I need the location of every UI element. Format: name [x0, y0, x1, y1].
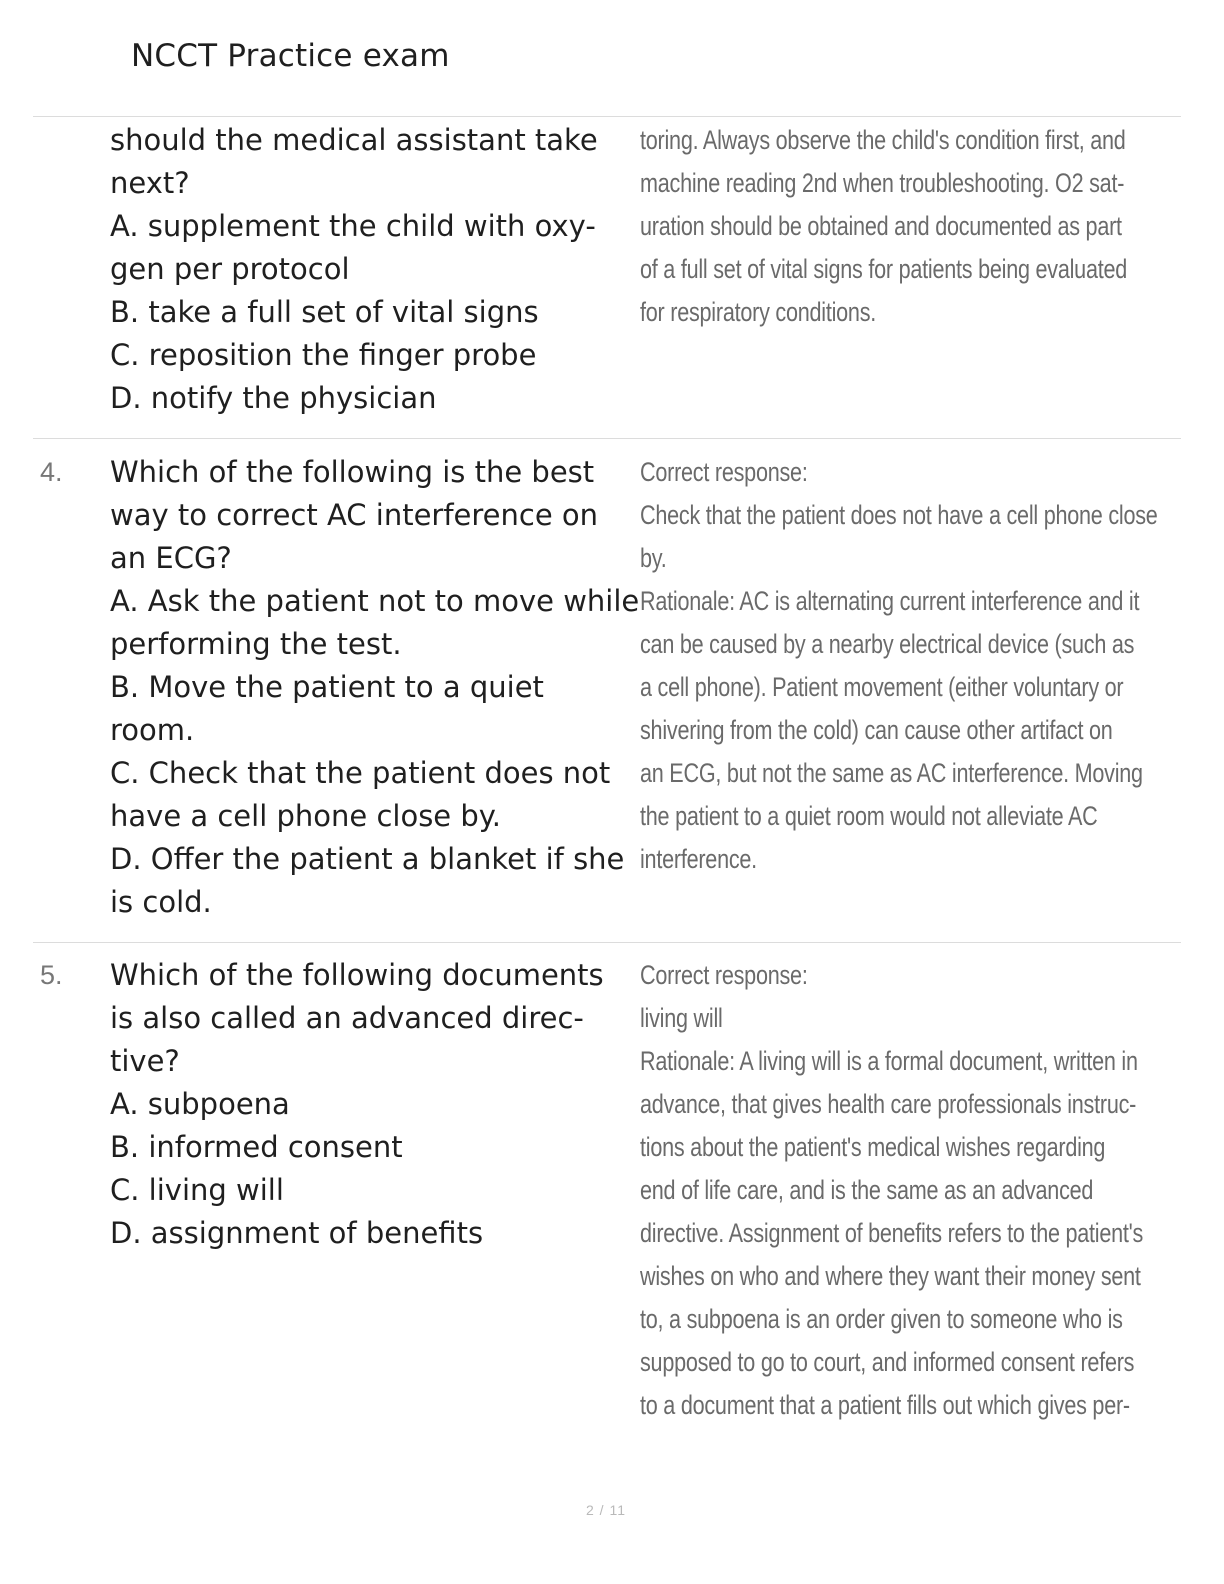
answer-line: toring. Always observe the child's condition first, and — [640, 125, 1126, 155]
option-b: B. Move the patient to a quiet — [110, 670, 544, 704]
rationale-line: Rationale: A living will is a formal document, written in — [640, 1046, 1138, 1076]
rationale-line: can be caused by a nearby electrical device (such as — [640, 629, 1135, 659]
question-number: 4. — [40, 457, 63, 487]
option-b: B. informed consent — [110, 1130, 403, 1164]
option-d: D. notify the physician — [110, 381, 437, 415]
correct-response-label: Correct response: — [640, 457, 808, 487]
divider — [33, 438, 1181, 439]
option-a: A. supplement the child with oxy- — [110, 209, 596, 243]
option-a: A. Ask the patient not to move while — [110, 584, 640, 618]
correct-response-label: Correct response: — [640, 960, 808, 990]
rationale-line: shivering from the cold) can cause other artifact on — [640, 715, 1113, 745]
option-c: C. living will — [110, 1173, 284, 1207]
question-line: is also called an advanced direc- — [110, 1001, 584, 1035]
answer-line: by. — [640, 543, 667, 573]
rationale-line: a cell phone). Patient movement (either voluntary or — [640, 672, 1124, 702]
question-line: tive? — [110, 1044, 180, 1078]
rationale-line: supposed to go to court, and informed consent refers — [640, 1347, 1135, 1377]
option-c: C. Check that the patient does not — [110, 756, 611, 790]
rationale-line: tions about the patient's medical wishes regarding — [640, 1132, 1106, 1162]
answer-line: uration should be obtained and documented as part — [640, 211, 1122, 241]
answer-line: of a full set of vital signs for patients being evaluated — [640, 254, 1128, 284]
rationale-line: interference. — [640, 844, 757, 874]
rationale-line: an ECG, but not the same as AC interference. Moving — [640, 758, 1143, 788]
rationale-line: Rationale: AC is alternating current interference and it — [640, 586, 1140, 616]
question-line: Which of the following documents — [110, 958, 604, 992]
answer-line: Check that the patient does not have a cell phone close — [640, 500, 1158, 530]
question-text — [110, 119, 630, 420]
question-line: have a cell phone close by. — [110, 799, 502, 833]
document-title: NCCT Practice exam — [131, 38, 450, 74]
question-number: 5. — [40, 960, 63, 990]
rationale-line: the patient to a quiet room would not alleviate AC — [640, 801, 1098, 831]
question-line: should the medical assistant take — [110, 123, 598, 157]
question-text — [110, 451, 640, 924]
rationale-line: directive. Assignment of benefits refers to the patient's — [640, 1218, 1144, 1248]
question-line: next? — [110, 166, 190, 200]
option-b: B. take a full set of vital signs — [110, 295, 539, 329]
option-a: A. subpoena — [110, 1087, 290, 1121]
rationale-line: to a document that a patient fills out which gives per- — [640, 1390, 1130, 1420]
rationale-line: wishes on who and where they want their money sent — [640, 1261, 1141, 1291]
question-text — [110, 954, 630, 1255]
question-line: room. — [110, 713, 195, 747]
answer-rationale — [640, 451, 1180, 881]
rationale-line: advance, that gives health care professionals instruc- — [640, 1089, 1137, 1119]
rationale-line: to, a subpoena is an order given to someone who is — [640, 1304, 1123, 1334]
question-line: an ECG? — [110, 541, 232, 575]
question-line: gen per protocol — [110, 252, 350, 286]
rationale-line: end of life care, and is the same as an advanced — [640, 1175, 1094, 1205]
option-d: D. Offer the patient a blanket if she — [110, 842, 625, 876]
answer-line: for respiratory conditions. — [640, 297, 877, 327]
question-line: performing the test. — [110, 627, 402, 661]
answer-rationale — [640, 954, 1180, 1427]
option-d: D. assignment of benefits — [110, 1216, 484, 1250]
answer-rationale — [640, 119, 1180, 334]
answer-line: living will — [640, 1003, 723, 1033]
divider — [33, 942, 1181, 943]
page-number: 2 / 11 — [586, 1502, 626, 1518]
divider — [33, 116, 1181, 117]
question-line: is cold. — [110, 885, 212, 919]
question-line: way to correct AC interference on — [110, 498, 599, 532]
question-line: Which of the following is the best — [110, 455, 595, 489]
answer-line: machine reading 2nd when troubleshooting. O2 sat- — [640, 168, 1125, 198]
option-c: C. reposition the finger probe — [110, 338, 537, 372]
